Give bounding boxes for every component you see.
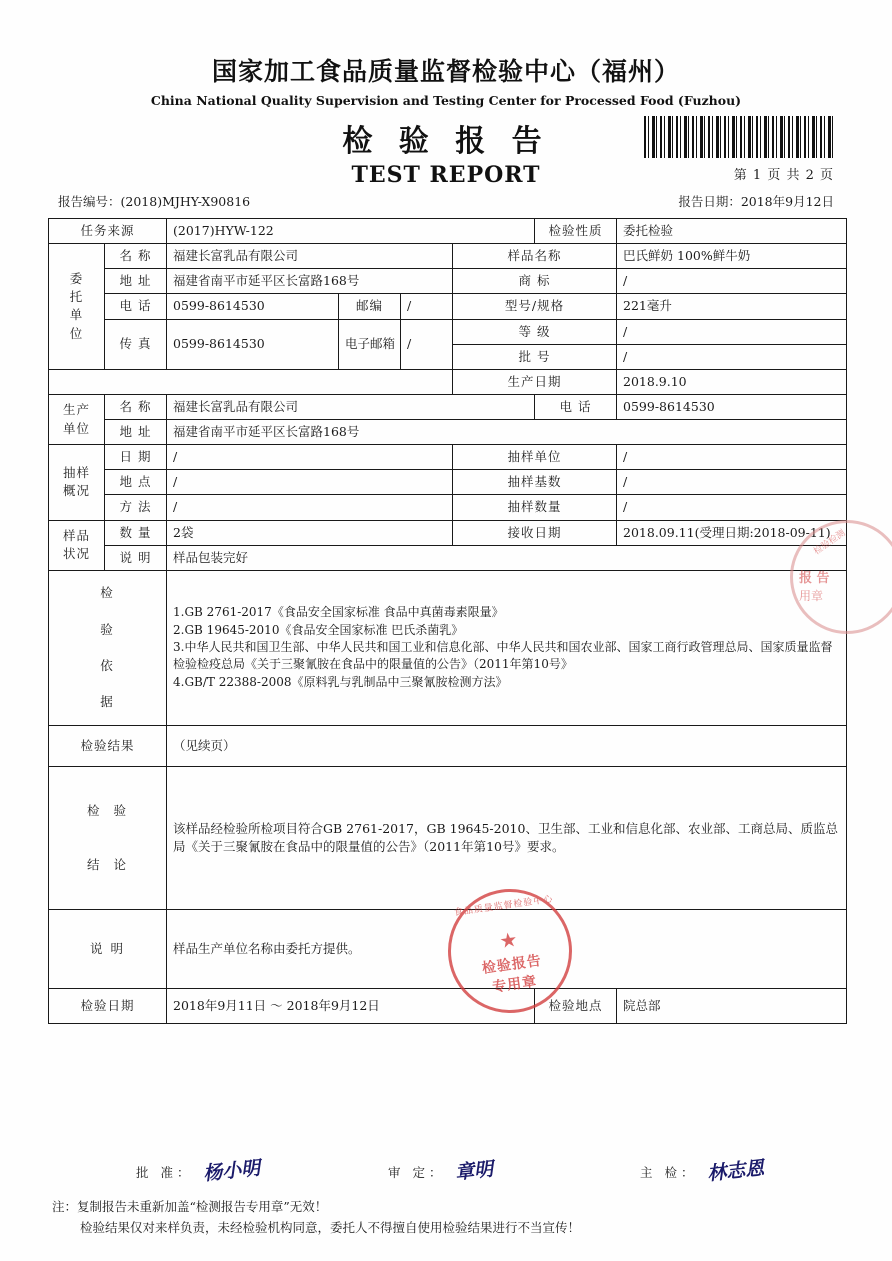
client-address-label: 地 址 [105,269,167,294]
table-row [49,219,847,244]
sampling-quantity-value: / [617,495,847,520]
footer-notes [52,1196,852,1239]
producer-address-value: 福建省南平市延平区长富路168号 [167,420,847,445]
stamp-line-1: 检验报告 [481,952,543,977]
report-number: 报告编号：(2018)MJHY-X90816 [58,194,251,209]
report-date: 报告日期：2018年9月12日 [678,194,834,209]
sample-name-value: 巴氏鲜奶 100%鲜牛奶 [617,244,847,269]
stamp-star-icon: ★ [497,926,520,954]
producer-name-label: 名 称 [105,394,167,419]
sampling-place-label: 地 点 [105,470,167,495]
document-title-cn: 检 验 报 告 [342,124,550,159]
report-header [0,0,892,186]
sampling-base-label: 抽样基数 [453,470,617,495]
sample-name-label: 样品名称 [453,244,617,269]
inspection-place-label: 检验地点 [535,988,617,1023]
footer-line-2: 检验结果仅对来样负责，未经检验机构同意，委托人不得擅自使用检验结果进行不当宣传！ [80,1220,581,1236]
production-date-value: 2018.9.10 [617,369,847,394]
sampling-method-value: / [167,495,453,520]
sample-note-value: 样品包装完好 [167,545,847,570]
basis-line: 4.GB/T 22388-2008《原料乳与乳制品中三聚氰胺检测方法》 [173,674,508,689]
conclusion-label: 检 验 结 论 [49,766,167,909]
client-tel-value: 0599-8614530 [167,294,339,319]
approver-label: 批 准： [136,1165,194,1180]
email-value: / [401,319,453,369]
table-row [49,988,847,1023]
document-title-en: TEST REPORT [351,162,541,188]
stamp-ring-text: 食品质量监督检验中心 [453,894,554,919]
table-row [49,244,847,269]
producer-tel-label: 电 话 [535,394,617,419]
basis-line: 2.GB 19645-2010《食品安全国家标准 巴氏杀菌乳》 [173,622,464,637]
model-value: 221毫升 [617,294,847,319]
producer-address-label: 地 址 [105,420,167,445]
verifier-block [388,1156,493,1183]
sample-quantity-value: 2袋 [167,520,453,545]
client-name-label: 名 称 [105,244,167,269]
sampling-unit-value: / [617,445,847,470]
note-label: 说 明 [49,909,167,988]
sampling-method-label: 方 法 [105,495,167,520]
sampling-date-label: 日 期 [105,445,167,470]
edge-stamp-line-1: 报 告 [799,571,830,586]
model-label: 型号/规格 [453,294,617,319]
edge-stamp-line-2: 用章 [799,589,824,603]
sample-note-label: 说 明 [105,545,167,570]
grade-value: / [617,319,847,344]
email-label: 电子邮箱 [339,319,401,369]
conclusion-value: 该样品经检验所检项目符合GB 2761-2017，GB 19645-2010、卫生部、工业和信息化部、农业部、工商总局、质监总局《关于三聚氰胺在食品中的限量值的公告》（2011年第10号》要求。 [167,766,847,909]
client-tel-label: 电 话 [105,294,167,319]
signature-row [48,1148,846,1190]
receive-date-value: 2018.09.11(受理日期:2018-09-11) [617,520,847,545]
report-title-row [0,116,892,186]
page-count-label: 第 1 页 共 2 页 [733,168,834,183]
organization-name-en: China National Quality Supervision and Testing Center for Processed Food (Fuzhou) [150,93,742,108]
verifier-label: 审 定： [388,1165,446,1180]
sample-status-section-label: 样品 状况 [49,520,105,570]
inspection-date-label: 检验日期 [49,988,167,1023]
sample-quantity-label: 数 量 [105,520,167,545]
table-row [49,766,847,909]
production-date-label: 生产日期 [453,369,617,394]
postcode-label: 邮编 [339,294,401,319]
inspection-basis-value [167,570,847,725]
task-source-value: (2017)HYW-122 [167,219,535,244]
sampling-date-value: / [167,445,453,470]
verifier-signature: 章明 [454,1158,495,1184]
stamp-line-2: 专用章 [491,973,539,996]
inspect-nature-value: 委托检验 [617,219,847,244]
client-fax-label: 传 真 [105,319,167,369]
inspection-date-value: 2018年9月11日 ～ 2018年9月12日 [167,988,535,1023]
client-address-value: 福建省南平市延平区长富路168号 [167,269,453,294]
test-result-label: 检验结果 [49,725,167,766]
client-name-value: 福建长富乳品有限公司 [167,244,453,269]
organization-name-cn: 国家加工食品质量监督检验中心（福州） [211,57,680,86]
sampling-unit-label: 抽样单位 [453,445,617,470]
grade-label: 等 级 [453,319,617,344]
table-row [49,570,847,725]
table-row [49,420,847,445]
table-row [49,294,847,319]
inspect-nature-label: 检验性质 [535,219,617,244]
note-value: 样品生产单位名称由委托方提供。 [167,909,847,988]
task-source-label: 任务来源 [49,219,167,244]
table-row [49,394,847,419]
table-row [49,445,847,470]
test-result-value: （见续页） [167,725,847,766]
batch-label: 批 号 [453,344,617,369]
table-row [49,520,847,545]
table-row [49,725,847,766]
table-row [49,495,847,520]
table-row [49,369,847,394]
producer-section-label: 生产 单位 [49,394,105,444]
brand-value: / [617,269,847,294]
inspector-label: 主 检： [640,1165,698,1180]
inspection-basis-label: 检 验 依 据 [49,570,167,725]
client-block-filler [49,369,453,394]
table-row [49,470,847,495]
batch-value: / [617,344,847,369]
approver-block [136,1156,260,1183]
approver-signature: 杨小明 [202,1157,262,1185]
inspection-place-value: 院总部 [617,988,847,1023]
report-table [48,218,847,1024]
footer-line-1: 注：复制报告未重新加盖“检测报告专用章”无效！ [52,1199,328,1214]
sampling-quantity-label: 抽样数量 [453,495,617,520]
sampling-section-label: 抽样 概况 [49,445,105,520]
table-row [49,269,847,294]
producer-name-value: 福建长富乳品有限公司 [167,394,535,419]
inspector-signature: 林志恩 [706,1157,766,1185]
edge-stamp [790,520,892,634]
client-fax-value: 0599-8614530 [167,319,339,369]
sampling-base-value: / [617,470,847,495]
basis-line: 3.中华人民共和国卫生部、中华人民共和国工业和信息化部、中华人民共和国农业部、国家工商行政管理总局、国家质量监督检验检疫总局《关于三聚氰胺在食品中的限量值的公告》（2011年第10号》 [173,640,833,672]
inspector-block [640,1156,764,1183]
table-row [49,319,847,344]
receive-date-label: 接收日期 [453,520,617,545]
edge-stamp-ring-text: 检验检测 [812,528,848,558]
postcode-value: / [401,294,453,319]
brand-label: 商 标 [453,269,617,294]
sampling-place-value: / [167,470,453,495]
producer-tel-value: 0599-8614530 [617,394,847,419]
basis-line: 1.GB 2761-2017《食品安全国家标准 食品中真菌毒素限量》 [173,605,504,620]
report-meta-row [0,192,892,214]
barcode-image [644,116,834,158]
client-section-label: 委 托 单 位 [49,244,105,370]
table-row [49,545,847,570]
